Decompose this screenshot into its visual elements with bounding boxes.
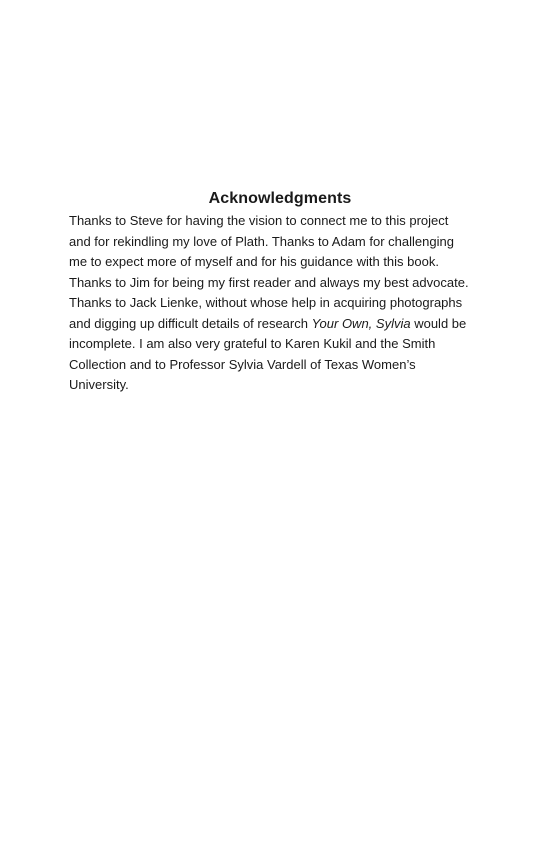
paragraph-line: Thanks to Steve for having the vision to connect me to this project <box>69 213 449 228</box>
paragraph-line <box>69 314 499 335</box>
page-heading: Acknowledgments <box>208 190 352 207</box>
paragraph-line: incomplete. I am also very grateful to Karen Kukil and the Smith <box>69 336 436 351</box>
paragraph-line: and for rekindling my love of Plath. Thanks to Adam for challenging <box>69 233 454 249</box>
paragraph-line: Thanks to Jim for being my first reader and always my best advocate. <box>69 274 469 290</box>
paragraph-line: Collection and to Professor Sylvia Vardell of Texas Women’s <box>69 356 416 372</box>
book-title: Your Own, Sylvia <box>311 315 411 331</box>
acknowledgments-paragraph <box>69 211 499 396</box>
paragraph-line: me to expect more of myself and for his guidance with this book. <box>69 254 439 269</box>
line-text: would be <box>410 315 467 331</box>
line-text: and digging up difficult details of research <box>69 315 312 331</box>
paragraph-line: Thanks to Jack Lienke, without whose help in acquiring photographs <box>69 295 463 310</box>
paragraph-line: University. <box>69 377 129 392</box>
